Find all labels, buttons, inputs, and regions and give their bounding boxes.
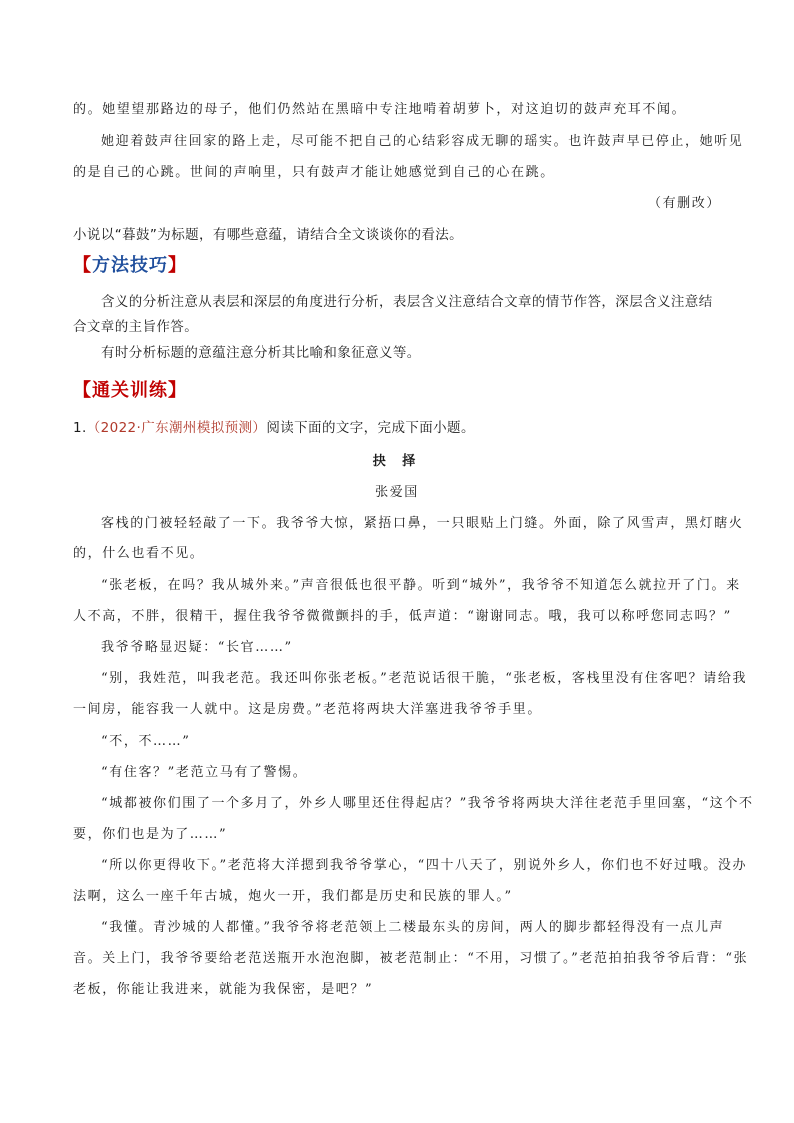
story-line: 我爷爷略显迟疑：“长官……” bbox=[101, 640, 293, 655]
story-title: 抉 择 bbox=[372, 454, 422, 469]
story-line: “张老板，在吗？我从城外来。”声音很低也很平静。听到“城外”，我爷爷不知道怎么就拉开了门。来 bbox=[101, 578, 741, 593]
exercise-number: 1. bbox=[73, 420, 87, 436]
exercise-source: （2022·广东潮州模拟预测） bbox=[86, 420, 267, 436]
method-heading bbox=[73, 253, 187, 279]
exercise-instruction: 阅读下面的文字，完成下面小题。 bbox=[266, 420, 475, 436]
story-line: 客栈的门被轻轻敲了一下。我爷爷大惊，紧捂口鼻，一只眼贴上门缝。外面，除了风雪声，黑灯瞎火 bbox=[101, 516, 744, 531]
method-line: 含义的分析注意从表层和深层的角度进行分析，表层含义注意结合文章的情节作答，深层含义注意结 bbox=[101, 294, 713, 310]
story-line: “别，我姓范，叫我老范。我还叫你张老板。”老范说话很干脆，“张老板，客栈里没有住客吧？请给我 bbox=[101, 671, 748, 686]
method-heading-text: 方法技巧 bbox=[92, 255, 168, 276]
method-line: 有时分析标题的意蕴注意分析其比喻和象征意义等。 bbox=[101, 345, 421, 361]
source-note: （有删改） bbox=[647, 196, 721, 211]
training-heading bbox=[73, 378, 187, 404]
story-line: 一间房，能容我一人就中。这是房费。”老范将两块大洋塞进我爷爷手里。 bbox=[73, 702, 542, 717]
passage-line: 的是自己的心跳。世间的声响里，只有鼓声才能让她感觉到自己的心在跳。 bbox=[73, 165, 555, 180]
exercise-line bbox=[73, 417, 733, 439]
question-text: 小说以“暮鼓”为标题，有哪些意蕴，请结合全文谈谈你的看法。 bbox=[73, 227, 464, 243]
story-line: “不，不……” bbox=[101, 734, 191, 749]
passage-line: 她迎着鼓声往回家的路上走，尽可能不把自己的心结彩容成无聊的瑶实。也许鼓声早已停止，她听见 bbox=[101, 134, 744, 149]
bracket-close: 】 bbox=[168, 380, 187, 401]
bracket-open: 【 bbox=[73, 380, 92, 401]
story-author: 张爱国 bbox=[375, 485, 419, 500]
training-heading-text: 通关训练 bbox=[92, 380, 168, 401]
method-line: 合文章的主旨作答。 bbox=[73, 319, 199, 335]
bracket-close: 】 bbox=[168, 255, 187, 276]
passage-line: 的。她望望那路边的母子，他们仍然站在黑暗中专注地啃着胡萝卜，对这迫切的鼓声充耳不闻。 bbox=[73, 102, 687, 117]
story-line: “我懂。青沙城的人都懂。”我爷爷将老范领上二楼最东头的房间，两人的脚步都轻得没有一点儿声 bbox=[101, 920, 725, 935]
story-line: 音。关上门，我爷爷要给老范送瓶开水泡泡脚，被老范制止：“不用，习惯了。”老范拍拍我爷爷后背：“张 bbox=[73, 951, 749, 966]
story-line: 的，什么也看不见。 bbox=[73, 546, 205, 561]
story-line: “城都被你们围了一个多月了，外乡人哪里还住得起店？”我爷爷将两块大洋往老范手里回塞，“这个不 bbox=[101, 796, 754, 811]
story-line: 要，你们也是为了……” bbox=[73, 827, 228, 842]
story-line: 人不高，不胖，很精干，握住我爷爷微微颤抖的手，低声道：“谢谢同志。哦，我可以称呼您同志吗？” bbox=[73, 609, 732, 624]
story-line: 老板，你能让我进来，就能为我保密，是吧？” bbox=[73, 982, 374, 997]
bracket-open: 【 bbox=[73, 255, 92, 276]
story-line: “所以你更得收下。”老范将大洋摁到我爷爷掌心，“四十八天了，别说外乡人，你们也不好过哦。没办 bbox=[101, 858, 748, 873]
story-line: 法啊，这么一座千年古城，炮火一开，我们都是历史和民族的罪人。” bbox=[73, 889, 513, 904]
story-line: “有住客？”老范立马有了警惕。 bbox=[101, 765, 308, 780]
